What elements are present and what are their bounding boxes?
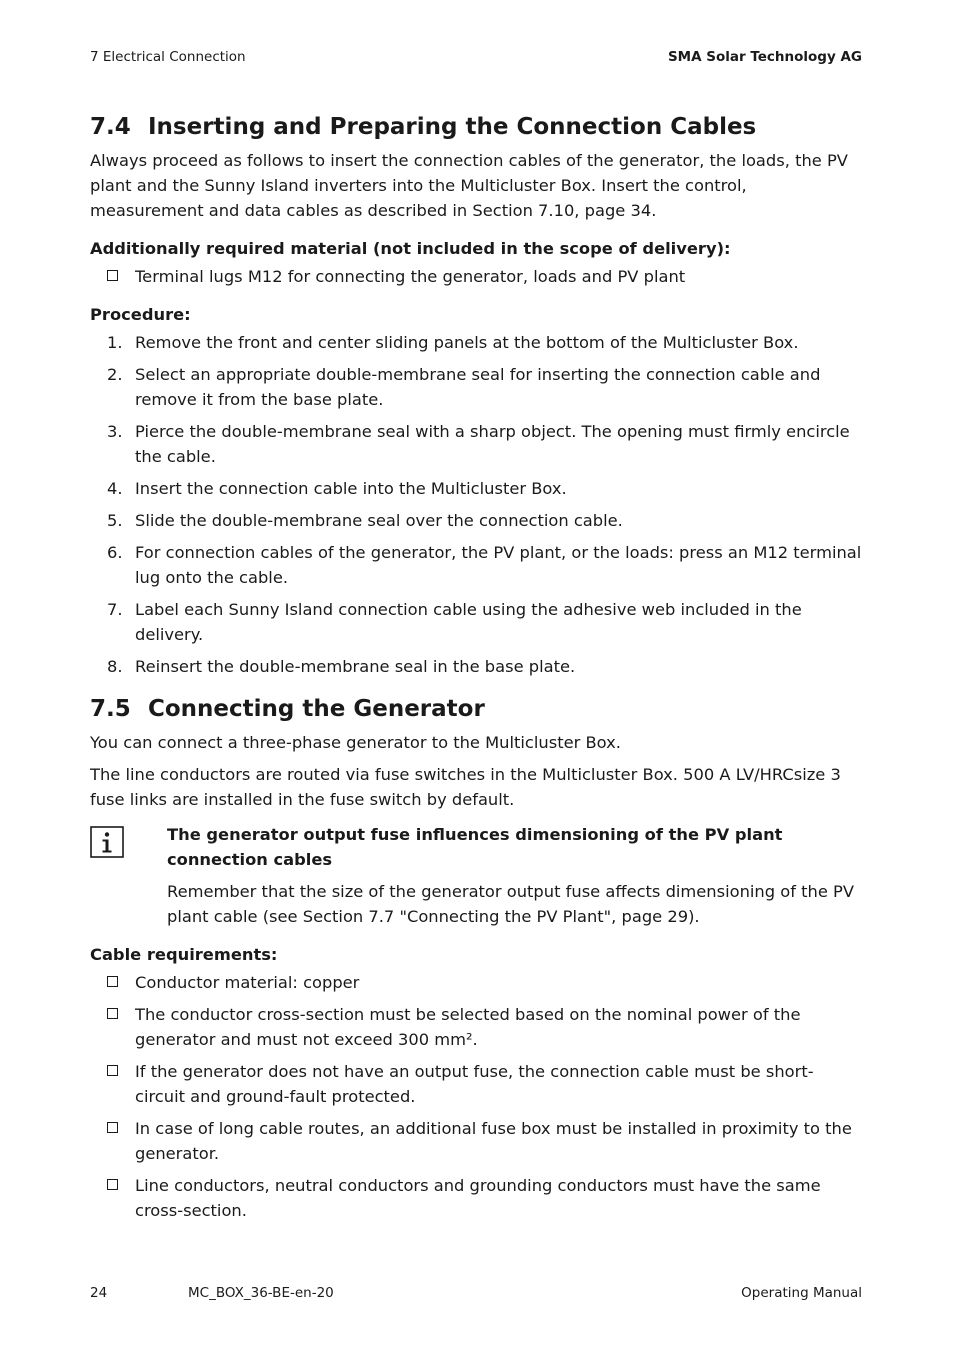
checkbox-icon — [107, 976, 118, 987]
document-type: Operating Manual — [741, 1285, 862, 1301]
step-number: 5. — [107, 511, 123, 530]
step-text: For connection cables of the generator, the PV plant, or the loads: press an M12 terminal lug onto the cable. — [135, 543, 862, 587]
checklist-text: Terminal lugs M12 for connecting the generator, loads and PV plant — [135, 267, 686, 286]
procedure-heading: Procedure: — [90, 305, 191, 324]
step-number: 8. — [107, 657, 123, 676]
checklist-item — [90, 1059, 862, 1109]
step-text: Insert the connection cable into the Multicluster Box. — [135, 479, 567, 498]
checkbox-icon — [107, 1179, 118, 1190]
procedure-step — [90, 597, 862, 647]
section-title: Inserting and Preparing the Connection Cables — [148, 114, 757, 140]
checkbox-icon — [107, 1122, 118, 1133]
section-paragraph: The line conductors are routed via fuse switches in the Multicluster Box. 500 A LV/HRCsize 3 fuse links are installed in the fuse switch by default. — [90, 765, 841, 809]
step-text: Reinsert the double-membrane seal in the base plate. — [135, 657, 576, 676]
procedure-step — [90, 540, 862, 590]
checkbox-icon — [107, 1008, 118, 1019]
step-text: Slide the double-membrane seal over the connection cable. — [135, 511, 623, 530]
checklist-text: If the generator does not have an output fuse, the connection cable must be short-circuit and ground-fault protected. — [135, 1062, 814, 1106]
step-number: 2. — [107, 365, 123, 384]
section-7-5 — [90, 694, 862, 1223]
checklist-text: Line conductors, neutral conductors and grounding conductors must have the same cross-section. — [135, 1176, 821, 1220]
section-number: 7.5 — [90, 696, 131, 722]
header-company: SMA Solar Technology AG — [667, 49, 862, 65]
checklist-item — [90, 970, 862, 995]
step-text: Label each Sunny Island connection cable using the adhesive web included in the delivery. — [135, 600, 802, 644]
note-body: Remember that the size of the generator output fuse affects dimensioning of the PV plant cable (see Section 7.7 "Connecting the PV Plant", page 29). — [167, 882, 854, 926]
checklist-text: The conductor cross-section must be selected based on the nominal power of the generator and must not exceed 300 mm². — [135, 1005, 801, 1049]
checklist-item — [90, 1173, 862, 1223]
checklist-item — [90, 1002, 862, 1052]
section-intro: Always proceed as follows to insert the connection cables of the generator, the loads, the PV plant and the Sunny Island inverters into the Multicluster Box. Insert the control, measurement and data cables as described in Section 7.10, page 34. — [90, 151, 848, 220]
step-text: Pierce the double-membrane seal with a sharp object. The opening must firmly encircle the cable. — [135, 422, 850, 466]
cable-requirements-heading: Cable requirements: — [90, 945, 278, 964]
step-number: 7. — [107, 600, 123, 619]
checklist-text: Conductor material: copper — [135, 973, 360, 992]
procedure-step — [90, 362, 862, 412]
step-number: 3. — [107, 422, 123, 441]
checklist-text: In case of long cable routes, an additional fuse box must be installed in proximity to the generator. — [135, 1119, 852, 1163]
page-number: 24 — [90, 1285, 108, 1301]
step-text: Remove the front and center sliding panels at the bottom of the Multicluster Box. — [135, 333, 799, 352]
section-paragraph: You can connect a three-phase generator to the Multicluster Box. — [90, 733, 621, 752]
section-7-5-heading — [90, 694, 862, 724]
checklist-item — [90, 264, 862, 289]
page-content — [90, 112, 862, 1230]
document-id: MC_BOX_36-BE-en-20 — [188, 1285, 334, 1301]
procedure-step — [90, 476, 862, 501]
step-text: Select an appropriate double-membrane seal for inserting the connection cable and remove it from the base plate. — [135, 365, 821, 409]
header-chapter: 7 Electrical Connection — [90, 49, 246, 65]
checkbox-icon — [107, 1065, 118, 1076]
checklist-item — [90, 1116, 862, 1166]
procedure-step — [90, 654, 862, 679]
section-number: 7.4 — [90, 114, 131, 140]
step-number: 4. — [107, 479, 123, 498]
info-note — [90, 822, 862, 929]
procedure-step — [90, 508, 862, 533]
procedure-step — [90, 419, 862, 469]
material-heading: Additionally required material (not included in the scope of delivery): — [90, 239, 731, 258]
note-title: The generator output fuse influences dimensioning of the PV plant connection cables — [167, 825, 783, 869]
section-7-4-heading — [90, 112, 862, 142]
procedure-step — [90, 330, 862, 355]
step-number: 1. — [107, 333, 123, 352]
info-icon — [90, 826, 124, 862]
checkbox-icon — [107, 270, 118, 281]
section-title: Connecting the Generator — [148, 696, 485, 722]
step-number: 6. — [107, 543, 123, 562]
